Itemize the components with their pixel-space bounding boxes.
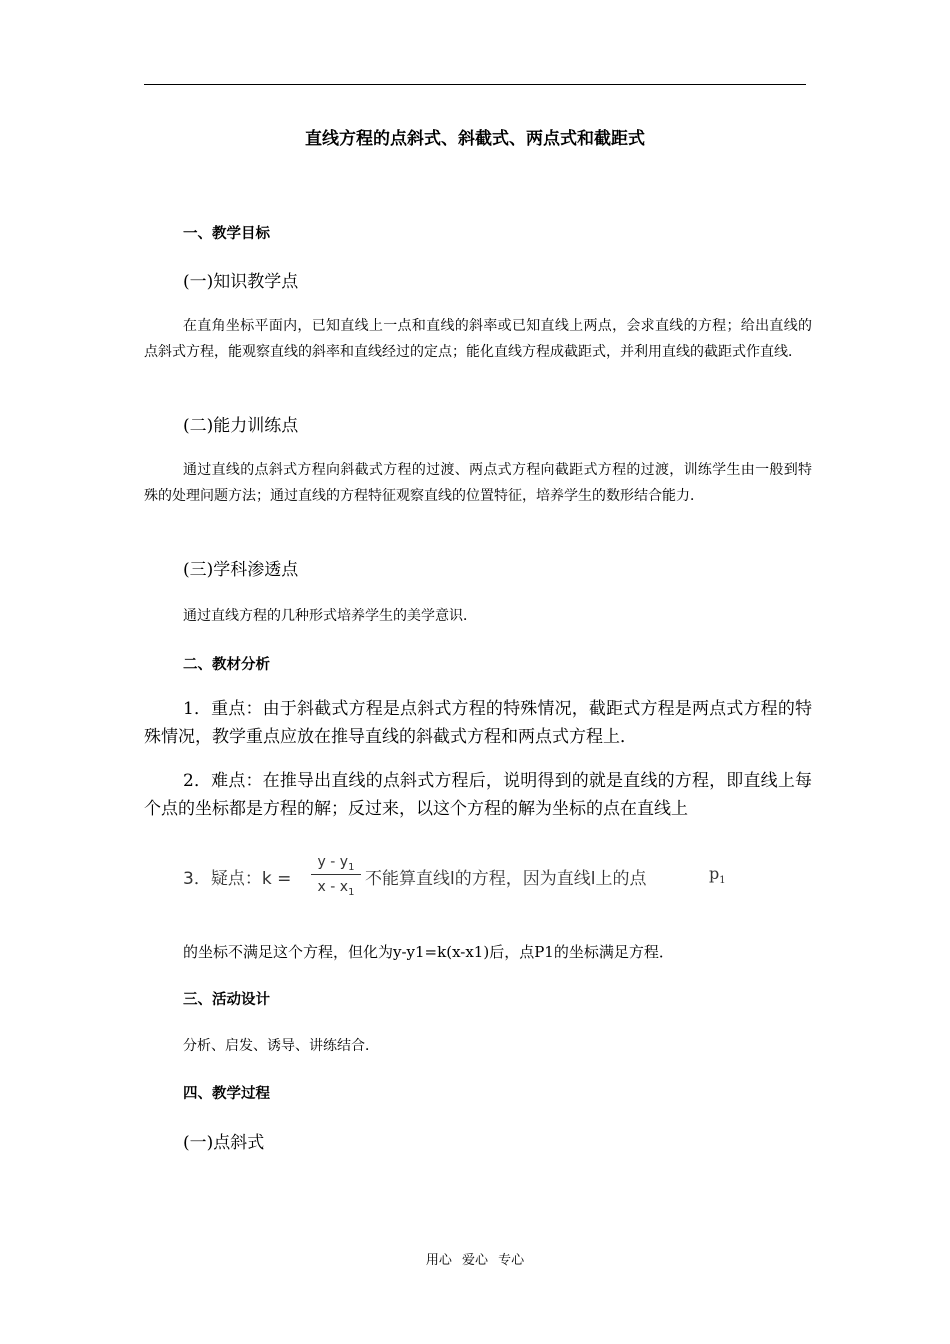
document-title: 直线方程的点斜式、斜截式、两点式和截距式	[305, 129, 645, 149]
subheading-point-slope: (一)点斜式	[183, 1133, 265, 1153]
formula-suffix: 不能算直线l的方程，因为直线l上的点	[365, 869, 647, 889]
subheading-ability-points: (二)能力训练点	[183, 416, 299, 436]
fraction-bar	[311, 874, 361, 875]
fraction-numerator: y - $y_1$	[317, 854, 355, 873]
paragraph-activity: 分析、启发、诱导、讲练结合．	[183, 1038, 379, 1054]
fraction-denominator: x - $x_1$	[317, 879, 355, 898]
subheading-knowledge-points: (一)知识教学点	[183, 272, 299, 292]
page-footer: 用心 爱心 专心	[425, 1253, 525, 1268]
header-rule	[144, 84, 806, 85]
formula-doubt-point	[183, 852, 783, 912]
section-heading-teaching-goals: 一、教学目标	[183, 226, 270, 242]
section-heading-material-analysis: 二、教材分析	[183, 657, 270, 673]
section-heading-activity-design: 三、活动设计	[183, 992, 270, 1008]
slope-fraction	[311, 852, 361, 897]
paragraph-difficult-points: 2．难点：在推导出直线的点斜式方程后，说明得到的就是直线的方程，即直线上每个点的坐标都是方程的解；反过来，以这个方程的解为坐标的点在直线上	[144, 771, 812, 819]
paragraph-key-points: 1．重点：由于斜截式方程是点斜式方程的特殊情况，截距式方程是两点式方程的特殊情况，教学重点应放在推导直线的斜截式方程和两点式方程上．	[144, 699, 812, 747]
formula-prefix: 3．疑点：k =	[183, 869, 292, 889]
subheading-discipline-points: (三)学科渗透点	[183, 560, 299, 580]
formula-point: $p_1$	[709, 864, 726, 887]
paragraph-knowledge: 在直角坐标平面内，已知直线上一点和直线的斜率或已知直线上两点，会求直线的方程；给出直线的点斜式方程，能观察直线的斜率和直线经过的定点；能化直线方程成截距式，并利用直线的截距式作直线．	[144, 318, 812, 360]
paragraph-discipline: 通过直线方程的几种形式培养学生的美学意识．	[183, 608, 477, 624]
paragraph-doubt-continued: 的坐标不满足这个方程，但化为y-y1=k(x-x1)后，点P1的坐标满足方程．	[183, 943, 674, 961]
paragraph-ability: 通过直线的点斜式方程向斜截式方程的过渡、两点式方程向截距式方程的过渡，训练学生由一般到特殊的处理问题方法；通过直线的方程特征观察直线的位置特征，培养学生的数形结合能力．	[144, 462, 812, 504]
section-heading-teaching-process: 四、教学过程	[183, 1086, 270, 1102]
